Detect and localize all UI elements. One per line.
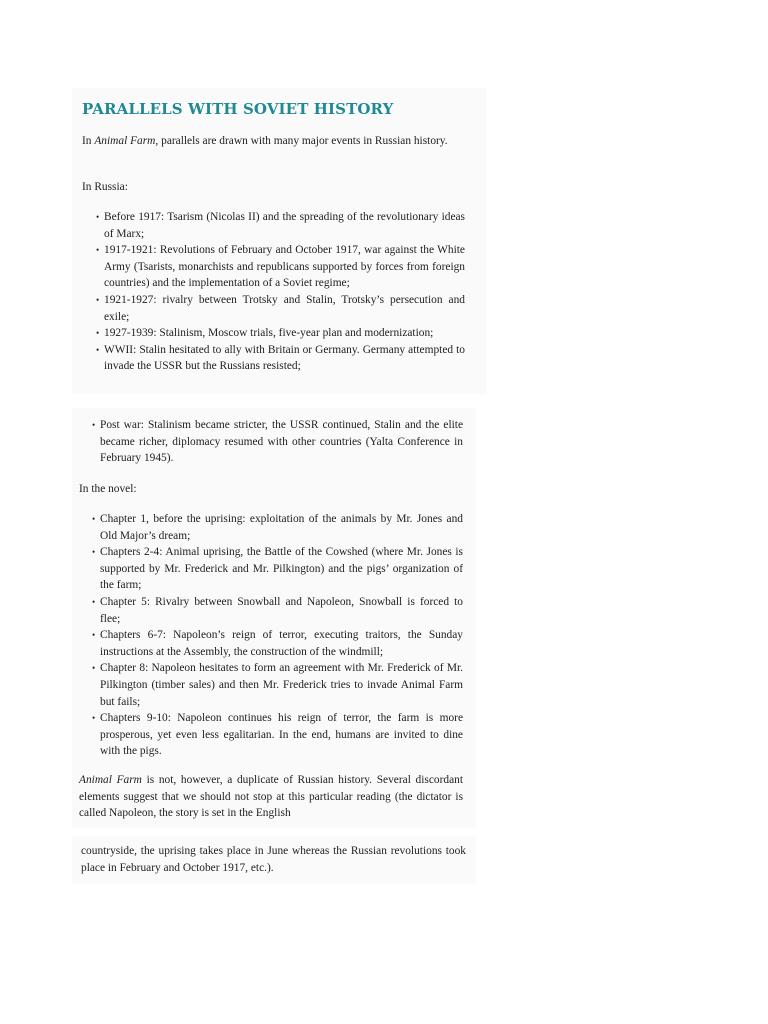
list-item: • Chapter 5: Rivalry between Snowball and Napoleon, Snowball is forced to flee; [94, 594, 463, 627]
closing-continuation: countryside, the uprising takes place in June whereas the Russian revolutions took place in February and October 1917, etc.). [81, 845, 466, 874]
closing-book-title: Animal Farm [79, 774, 142, 786]
list-item: • Chapter 1, before the uprising: exploitation of the animals by Mr. Jones and Old Major’s dream; [94, 511, 463, 544]
list-item: • Chapters 9-10: Napoleon continues his reign of terror, the farm is more prosperous, yet even less egalitarian. In the end, humans are invited to dine with the pigs. [94, 710, 463, 760]
list-item: • Before 1917: Tsarism (Nicolas II) and the spreading of the revolutionary ideas of Marx; [98, 209, 465, 242]
list-item: • 1927-1939: Stalinism, Moscow trials, five-year plan and modernization; [98, 325, 465, 342]
novel-list [94, 511, 463, 760]
list-item: • Chapters 6-7: Napoleon’s reign of terror, executing traitors, the Sunday instructions at the Assembly, the construction of the windmill; [94, 627, 463, 660]
closing-paragraph [79, 772, 463, 822]
intro-paragraph [82, 133, 465, 150]
list-item: • Post war: Stalinism became stricter, the USSR continued, Stalin and the elite became richer, diplomacy resumed with other countries (Yalta Conference in February 1945). [94, 417, 463, 467]
intro-suffix: , parallels are drawn with many major events in Russian history. [155, 135, 448, 147]
list-item: • WWII: Stalin hesitated to ally with Britain or Germany. Germany attempted to invade the USSR but the Russians resisted; [98, 342, 465, 375]
russia-label: In Russia: [82, 181, 128, 193]
novel-label: In the novel: [79, 483, 137, 495]
closing-text: is not, however, a duplicate of Russian history. Several discordant elements suggest that we should not stop at this particular reading (the dictator is called Napoleon, the story is set in the English [79, 774, 463, 820]
list-item: • 1917-1921: Revolutions of February and October 1917, war against the White Army (Tsarists, monarchists and republicans supported by forces from foreign countries) and the implementation of a Soviet regime; [98, 242, 465, 292]
list-item: • 1921-1927: rivalry between Trotsky and Stalin, Trotsky’s persecution and exile; [98, 292, 465, 325]
section-heading: PARALLELS WITH SOVIET HISTORY [82, 100, 394, 118]
intro-prefix: In [82, 135, 95, 147]
list-item: • Chapter 8: Napoleon hesitates to form an agreement with Mr. Frederick of Mr. Pilkington (timber sales) and then Mr. Frederick tries to invade Animal Farm but fails; [94, 660, 463, 710]
list-item: • Chapters 2-4: Animal uprising, the Battle of the Cowshed (where Mr. Jones is supported by Mr. Frederick and Mr. Pilkington) and the pigs’ organization of the farm; [94, 544, 463, 594]
intro-book-title: Animal Farm [94, 135, 156, 147]
russia-list [98, 209, 465, 375]
russia-list-continued [94, 417, 463, 467]
